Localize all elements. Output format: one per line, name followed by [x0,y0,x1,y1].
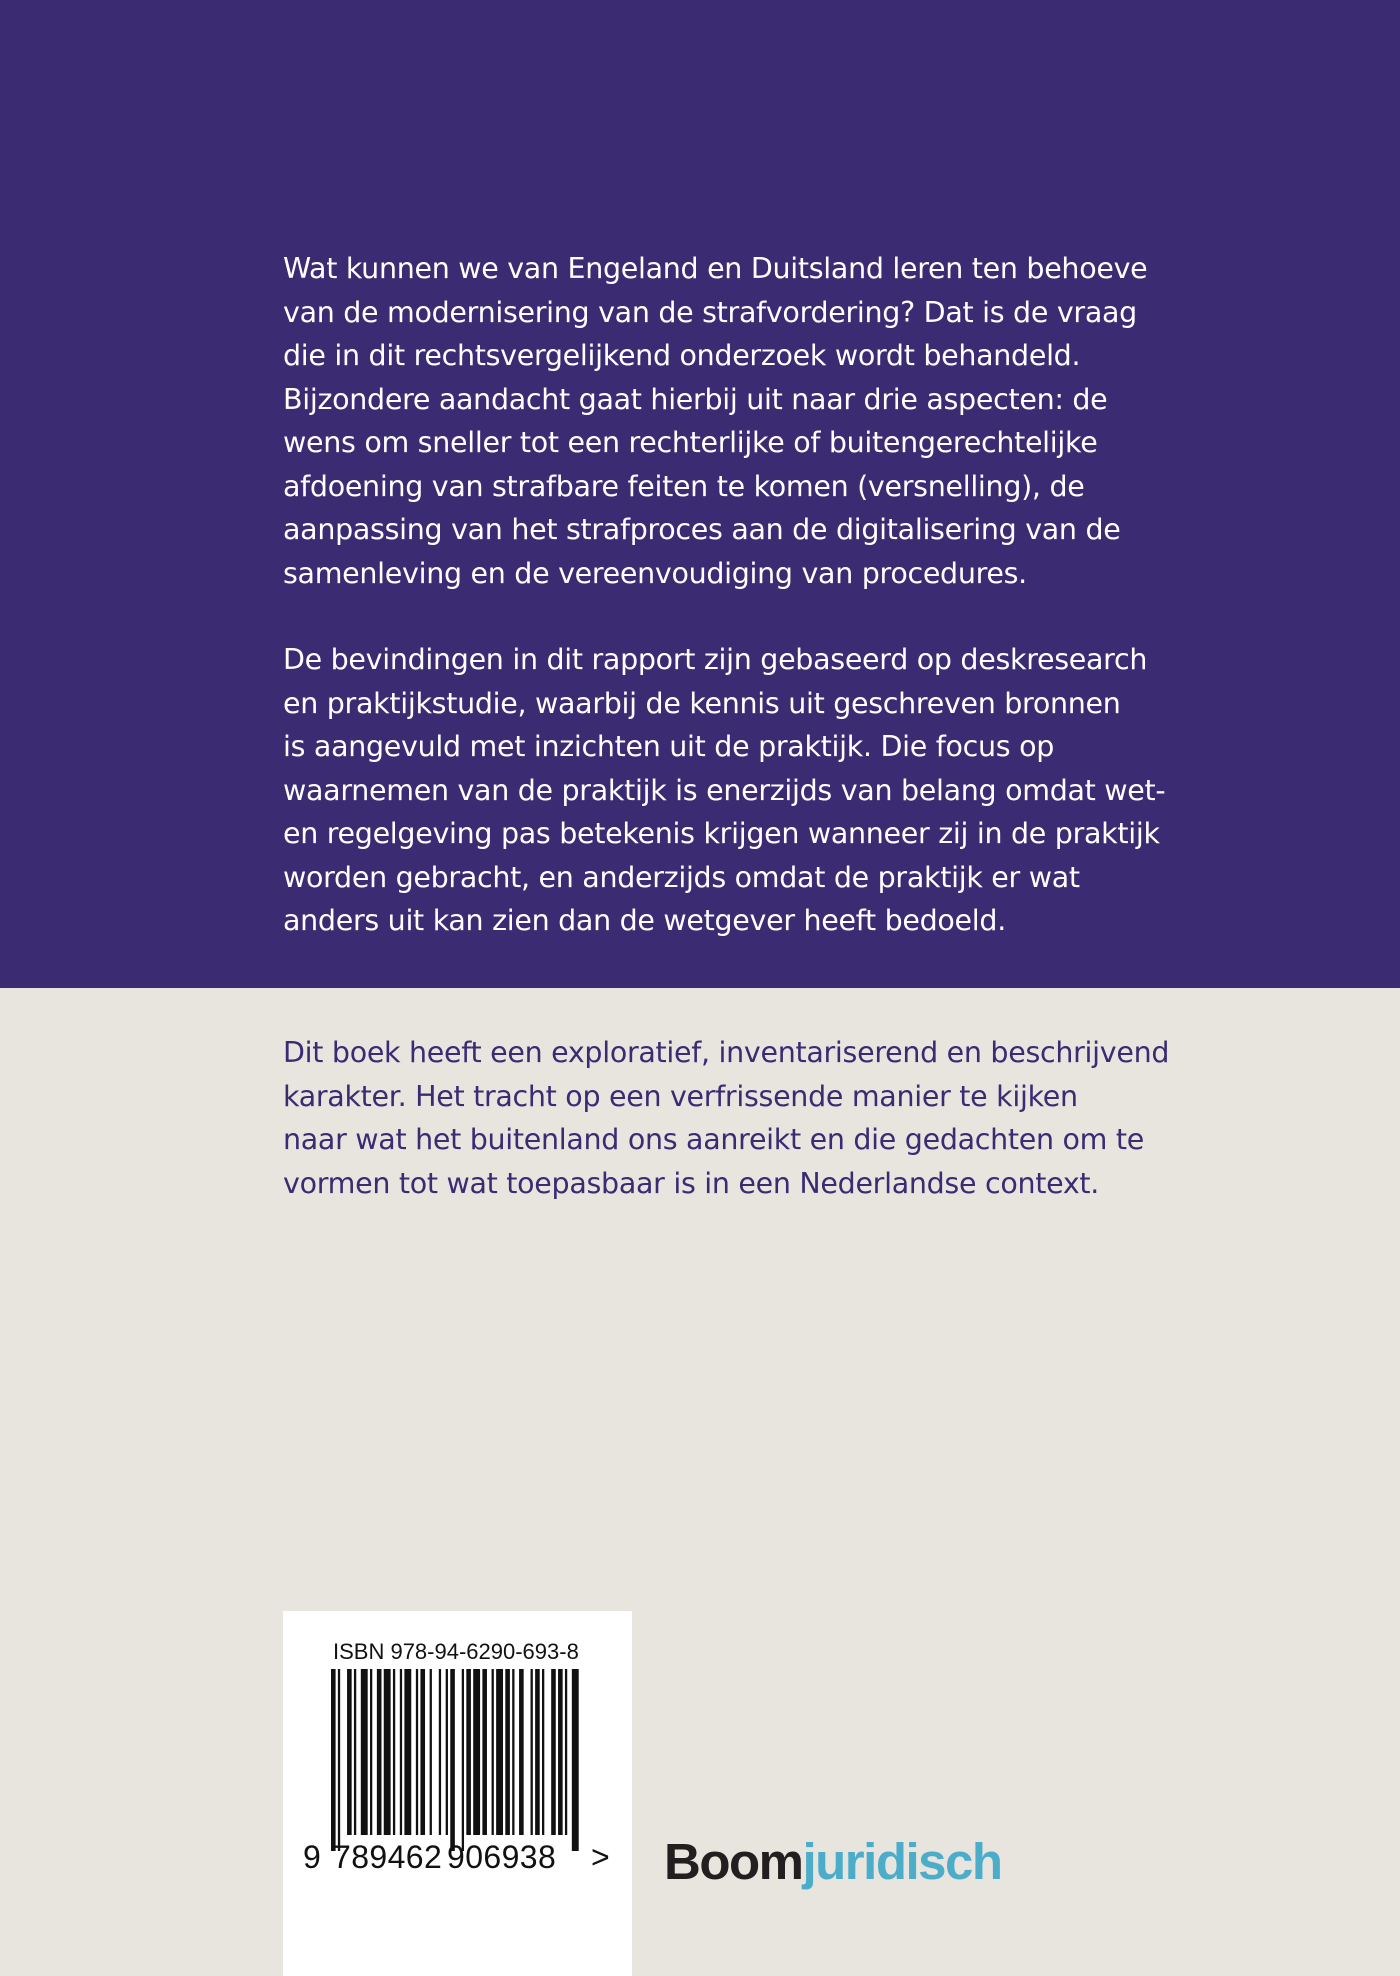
barcode-bar [420,1669,425,1835]
barcode-bar [361,1669,368,1835]
publisher-name-juridisch: juridisch [802,1833,1002,1890]
barcode-bar [377,1669,382,1835]
text-line: karakter. Het tracht op een verfrissende manier te kijken [283,1079,1078,1113]
barcode-quiet-zone-mark: > [591,1839,610,1875]
barcode-bar [446,1669,448,1835]
barcode-bar [496,1669,503,1835]
character-paragraph [283,1031,1170,1205]
text-line: is aangevuld met inzichten uit de praktijk. Die focus op [283,730,1055,763]
barcode-bar [482,1669,487,1835]
text-line: samenleving en de vereenvoudiging van procedures. [283,556,1027,590]
text-line: anders uit kan zien dan de wetgever heeft bedoeld. [283,904,1006,937]
text-line: vormen tot wat toepasbaar is in een Nederlandse context. [283,1166,1100,1200]
isbn-number: ISBN 978-94-6290-693-8 [333,1639,579,1664]
barcode-bar [416,1669,418,1835]
findings-paragraph [283,638,1166,943]
barcode-bar [466,1669,471,1835]
text-line: afdoening van strafbare feiten te komen (versnelling), de [283,469,1085,503]
barcode-bars [331,1669,581,1851]
text-line: en praktijkstudie, waarbij de kennis uit geschreven bronnen [283,686,1121,720]
barcode-bar [450,1669,455,1851]
barcode-bar [354,1669,356,1835]
barcode-bar [531,1669,533,1835]
barcode-label [283,1611,632,1976]
barcode-bar [393,1669,395,1835]
barcode-bar [512,1669,514,1835]
barcode-digit-first: 9 [303,1839,321,1875]
barcode-bar [400,1669,402,1835]
barcode-bar [439,1669,441,1835]
barcode-bar [331,1669,336,1851]
barcode-bar [404,1669,411,1835]
barcode-bar [565,1669,567,1835]
text-line: van de modernisering van de strafvordering? Dat is de vraag [283,295,1137,329]
barcode-bar [505,1669,510,1835]
barcode-bar [338,1669,340,1851]
text-line: waarnemen van de praktijk is enerzijds van belang omdat wet- [283,773,1166,807]
publisher-logo [664,1832,1002,1891]
barcode-bar [572,1669,579,1851]
barcode-bar [519,1669,524,1835]
barcode-bar [492,1669,494,1835]
barcode-bar [430,1669,432,1835]
intro-paragraph [283,247,1148,595]
barcode-bar [551,1669,556,1835]
barcode-bar [370,1669,372,1835]
barcode-image [331,1669,581,1851]
text-line: naar wat het buitenland ons aanreikt en die gedachten om te [283,1123,1144,1156]
barcode-digit-group-right: 906938 [447,1839,557,1875]
text-line: De bevindingen in dit rapport zijn gebaseerd op deskresearch [283,643,1148,676]
text-line: worden gebracht, en anderzijds omdat de praktijk er wat [283,860,1080,894]
text-line: Wat kunnen we van Engeland en Duitsland leren ten behoeve [283,252,1148,285]
text-line: Bijzondere aandacht gaat hierbij uit naar drie aspecten: de [283,382,1108,416]
barcode-bar [542,1669,544,1835]
text-line: wens om sneller tot een rechterlijke of buitengerechtelijke [283,426,1098,459]
barcode-bar [473,1669,480,1835]
barcode-bar [384,1669,391,1835]
barcode-bar [462,1669,464,1851]
text-line: die in dit rechtsvergelijkend onderzoek wordt behandeld. [283,339,1081,372]
text-line: en regelgeving pas betekenis krijgen wanneer zij in de praktijk [283,817,1160,850]
publisher-name-boom: Boom [664,1833,803,1890]
barcode-digit-group-left: 789462 [333,1839,443,1875]
text-line: aanpassing van het strafproces aan de digitalisering van de [283,513,1121,546]
barcode-bar [558,1669,563,1835]
text-line: Dit boek heeft een exploratief, inventariserend en beschrijvend [283,1036,1170,1069]
barcode-bar [535,1669,540,1835]
barcode-bar [347,1669,352,1835]
